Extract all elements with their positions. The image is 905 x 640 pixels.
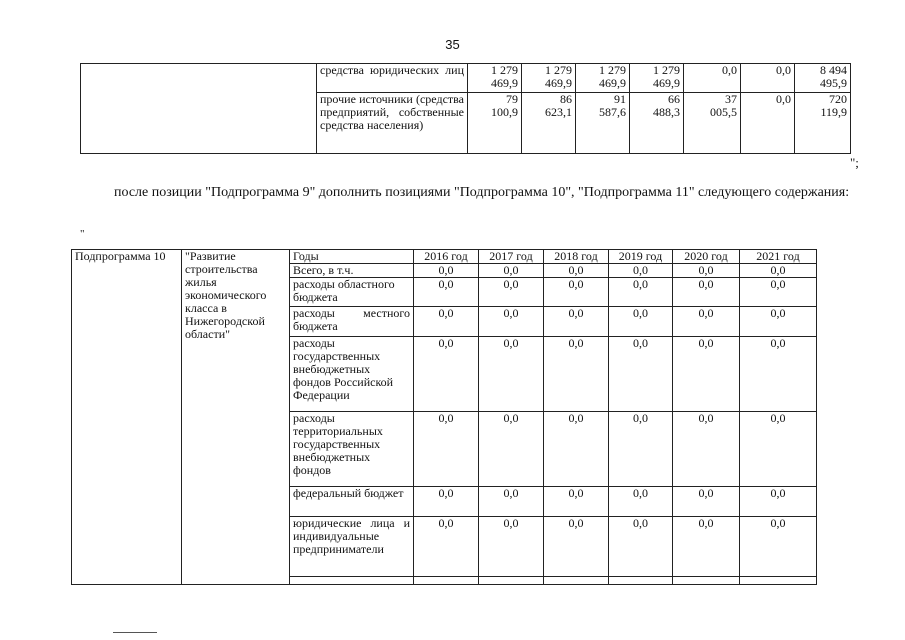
program-table [71, 249, 817, 585]
row-label: федеральный бюджет [290, 487, 414, 517]
top-cell: 1 279 469,9 [630, 64, 684, 93]
top-cell: 8 494 495,9 [795, 64, 851, 93]
value-cell: 0,0 [544, 517, 609, 577]
top-cell: 91 587,6 [576, 93, 630, 154]
value-cell: 0,0 [414, 337, 479, 412]
year-header: 2020 год [673, 250, 740, 264]
top-cell: 0,0 [741, 93, 795, 154]
value-cell: 0,0 [673, 337, 740, 412]
value-cell: 0,0 [740, 278, 817, 307]
value-cell: 0,0 [544, 487, 609, 517]
value-cell: 0,0 [609, 307, 673, 337]
page-number: 35 [445, 37, 460, 52]
value-cell: 0,0 [673, 517, 740, 577]
row-label: расходы территориальных государственных внебюджетных фондов [290, 412, 414, 487]
value-cell: 0,0 [544, 264, 609, 278]
value-cell: 0,0 [479, 517, 544, 577]
value-cell: 0,0 [740, 337, 817, 412]
value-cell: 0,0 [414, 278, 479, 307]
value-cell: 0,0 [414, 517, 479, 577]
value-cell: 0,0 [479, 337, 544, 412]
value-cell: 0,0 [609, 412, 673, 487]
empty-cell [673, 577, 740, 585]
value-cell: 0,0 [740, 264, 817, 278]
value-cell: 0,0 [544, 412, 609, 487]
year-header: 2019 год [609, 250, 673, 264]
year-header: 2018 год [544, 250, 609, 264]
closing-quote: "; [850, 155, 859, 170]
value-cell: 0,0 [414, 307, 479, 337]
program-name: "Развитие строительства жилья экономического класса в Нижегородской области" [182, 250, 290, 585]
empty-cell [544, 577, 609, 585]
value-cell: 0,0 [479, 412, 544, 487]
value-cell: 0,0 [673, 264, 740, 278]
top-cell: 37 005,5 [684, 93, 741, 154]
value-cell: 0,0 [609, 487, 673, 517]
years-header: Годы [290, 250, 414, 264]
value-cell: 0,0 [740, 517, 817, 577]
year-header: 2021 год [740, 250, 817, 264]
top-cell: 0,0 [684, 64, 741, 93]
top-cell: 79 100,9 [468, 93, 522, 154]
empty-cell [290, 577, 414, 585]
value-cell: 0,0 [479, 278, 544, 307]
value-cell: 0,0 [740, 307, 817, 337]
top-cell: 720 119,9 [795, 93, 851, 154]
empty-cell [414, 577, 479, 585]
value-cell: 0,0 [544, 307, 609, 337]
top-row-label: прочие источники (средства предприятий, собственные средства населения) [317, 93, 468, 154]
value-cell: 0,0 [479, 307, 544, 337]
value-cell: 0,0 [414, 487, 479, 517]
top-table [80, 63, 851, 154]
amendment-paragraph: после позиции "Подпрограмма 9" дополнить позициями "Подпрограмма 10", "Подпрограмма 11" следующего содержания: [114, 185, 850, 200]
opening-quote: " [80, 228, 85, 240]
value-cell: 0,0 [740, 487, 817, 517]
top-cell: 0,0 [741, 64, 795, 93]
row-label: Всего, в т.ч. [290, 264, 414, 278]
empty-cell [740, 577, 817, 585]
empty-cell [609, 577, 673, 585]
program-label: Подпрограмма 10 [72, 250, 182, 585]
value-cell: 0,0 [544, 278, 609, 307]
empty-cell [479, 577, 544, 585]
value-cell: 0,0 [673, 487, 740, 517]
value-cell: 0,0 [609, 278, 673, 307]
row-label: юридические лица и индивидуальные предприниматели [290, 517, 414, 577]
year-header: 2016 год [414, 250, 479, 264]
value-cell: 0,0 [673, 307, 740, 337]
value-cell: 0,0 [740, 412, 817, 487]
value-cell: 0,0 [479, 487, 544, 517]
value-cell: 0,0 [414, 412, 479, 487]
top-cell: 1 279 469,9 [576, 64, 630, 93]
row-label: расходы областного бюджета [290, 278, 414, 307]
top-cell: 86 623,1 [522, 93, 576, 154]
value-cell: 0,0 [673, 412, 740, 487]
value-cell: 0,0 [479, 264, 544, 278]
value-cell: 0,0 [609, 264, 673, 278]
top-table-empty-cell [81, 64, 317, 154]
top-cell: 1 279 469,9 [522, 64, 576, 93]
value-cell: 0,0 [414, 264, 479, 278]
value-cell: 0,0 [609, 337, 673, 412]
value-cell: 0,0 [609, 517, 673, 577]
footer-rule [113, 632, 157, 633]
value-cell: 0,0 [673, 278, 740, 307]
year-header: 2017 год [479, 250, 544, 264]
top-cell: 1 279 469,9 [468, 64, 522, 93]
value-cell: 0,0 [544, 337, 609, 412]
row-label: расходы государственных внебюджетных фондов Российской Федерации [290, 337, 414, 412]
row-label: расходы местного бюджета [290, 307, 414, 337]
top-cell: 66 488,3 [630, 93, 684, 154]
top-row-label: средства юридических лиц [317, 64, 468, 93]
